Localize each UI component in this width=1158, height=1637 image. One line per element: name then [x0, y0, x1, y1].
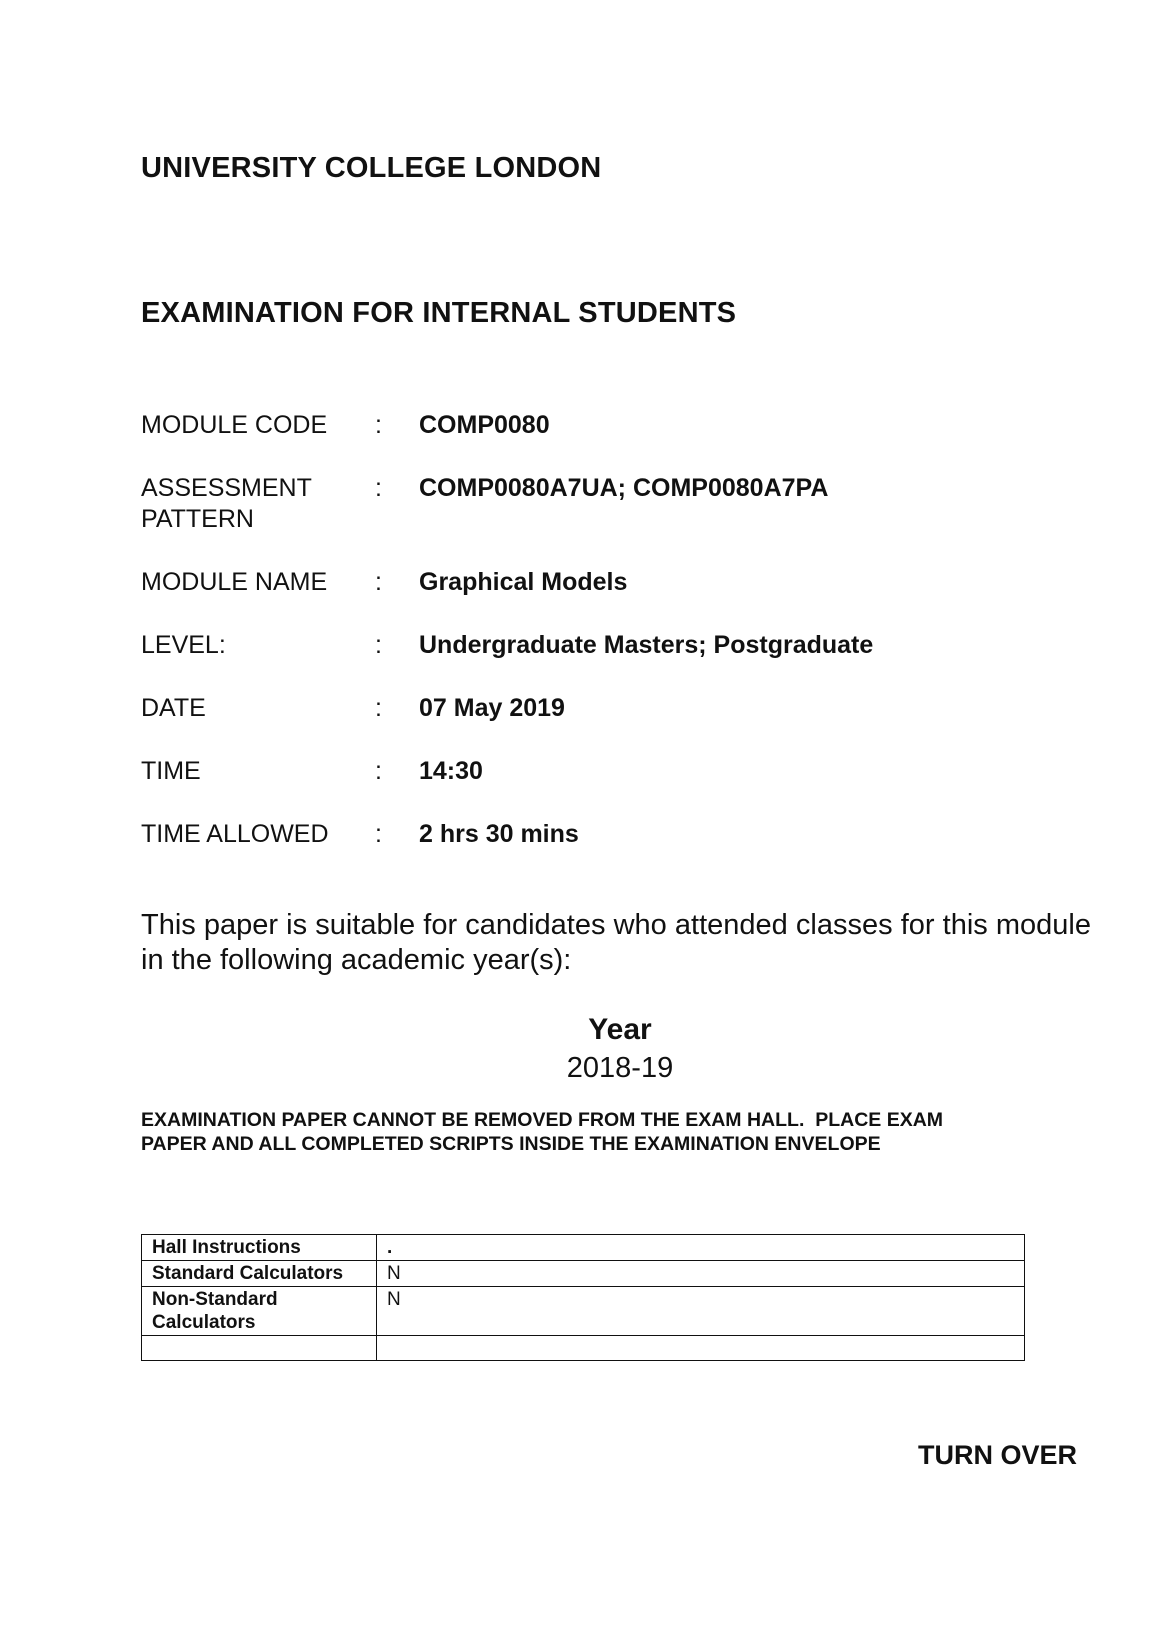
info-label: ASSESSMENT PATTERN [141, 474, 312, 533]
exam-title: EXAMINATION FOR INTERNAL STUDENTS [141, 297, 737, 329]
table-cell-label: Hall Instructions [142, 1235, 377, 1261]
table-cell-value: . [377, 1235, 1025, 1261]
hall-instructions-table [141, 1234, 1025, 1361]
notice-line: EXAMINATION PAPER CANNOT BE REMOVED FROM THE EXAM HALL. PLACE EXAM [141, 1109, 944, 1131]
university-name: UNIVERSITY COLLEGE LONDON [141, 152, 602, 184]
table-cell-label: Non-Standard Calculators [142, 1287, 377, 1336]
info-value: 2 hrs 30 mins [419, 820, 579, 848]
info-colon: : [375, 820, 382, 848]
info-colon: : [375, 411, 382, 439]
info-colon: : [375, 474, 382, 502]
notice-line: PAPER AND ALL COMPLETED SCRIPTS INSIDE THE EXAMINATION ENVELOPE [141, 1133, 881, 1155]
info-label: MODULE CODE [141, 411, 328, 439]
year-heading-text: Year [588, 1013, 652, 1046]
table-cell-value [377, 1336, 1025, 1361]
info-value: Graphical Models [419, 568, 628, 596]
info-label: TIME [141, 757, 201, 785]
year-heading [0, 1013, 1158, 1047]
info-value: COMP0080A7UA; COMP0080A7PA [419, 474, 829, 502]
exam-hall-notice [141, 1108, 1041, 1156]
info-label: MODULE NAME [141, 568, 328, 596]
info-colon: : [375, 694, 382, 722]
info-row-module-code [141, 410, 1101, 473]
info-label: DATE [141, 694, 206, 722]
info-value: Undergraduate Masters; Postgraduate [419, 631, 874, 659]
table-row [142, 1261, 1025, 1287]
info-row-level [141, 630, 1101, 693]
table-cell-label [142, 1336, 377, 1361]
info-value: 14:30 [419, 757, 483, 785]
info-colon: : [375, 568, 382, 596]
turn-over-label: TURN OVER [918, 1440, 1078, 1470]
info-row-date [141, 693, 1101, 756]
info-row-assessment-pattern [141, 473, 1101, 567]
info-label: LEVEL: [141, 631, 226, 659]
info-row-time-allowed [141, 819, 1101, 882]
table-row [142, 1235, 1025, 1261]
year-value: 2018-19 [566, 1052, 674, 1084]
table-cell-value: N [377, 1287, 1025, 1336]
info-colon: : [375, 757, 382, 785]
info-colon: : [375, 631, 382, 659]
info-label: TIME ALLOWED [141, 820, 329, 848]
suitability-statement: This paper is suitable for candidates who attended classes for this module in the following academic year(s): [141, 909, 1091, 976]
table-cell-value: N [377, 1261, 1025, 1287]
table-row [142, 1287, 1025, 1336]
table-row [142, 1336, 1025, 1361]
info-value: COMP0080 [419, 411, 550, 439]
info-value: 07 May 2019 [419, 694, 565, 722]
info-row-time [141, 756, 1101, 819]
table-cell-label: Standard Calculators [142, 1261, 377, 1287]
module-info [141, 410, 1101, 882]
info-row-module-name [141, 567, 1101, 630]
